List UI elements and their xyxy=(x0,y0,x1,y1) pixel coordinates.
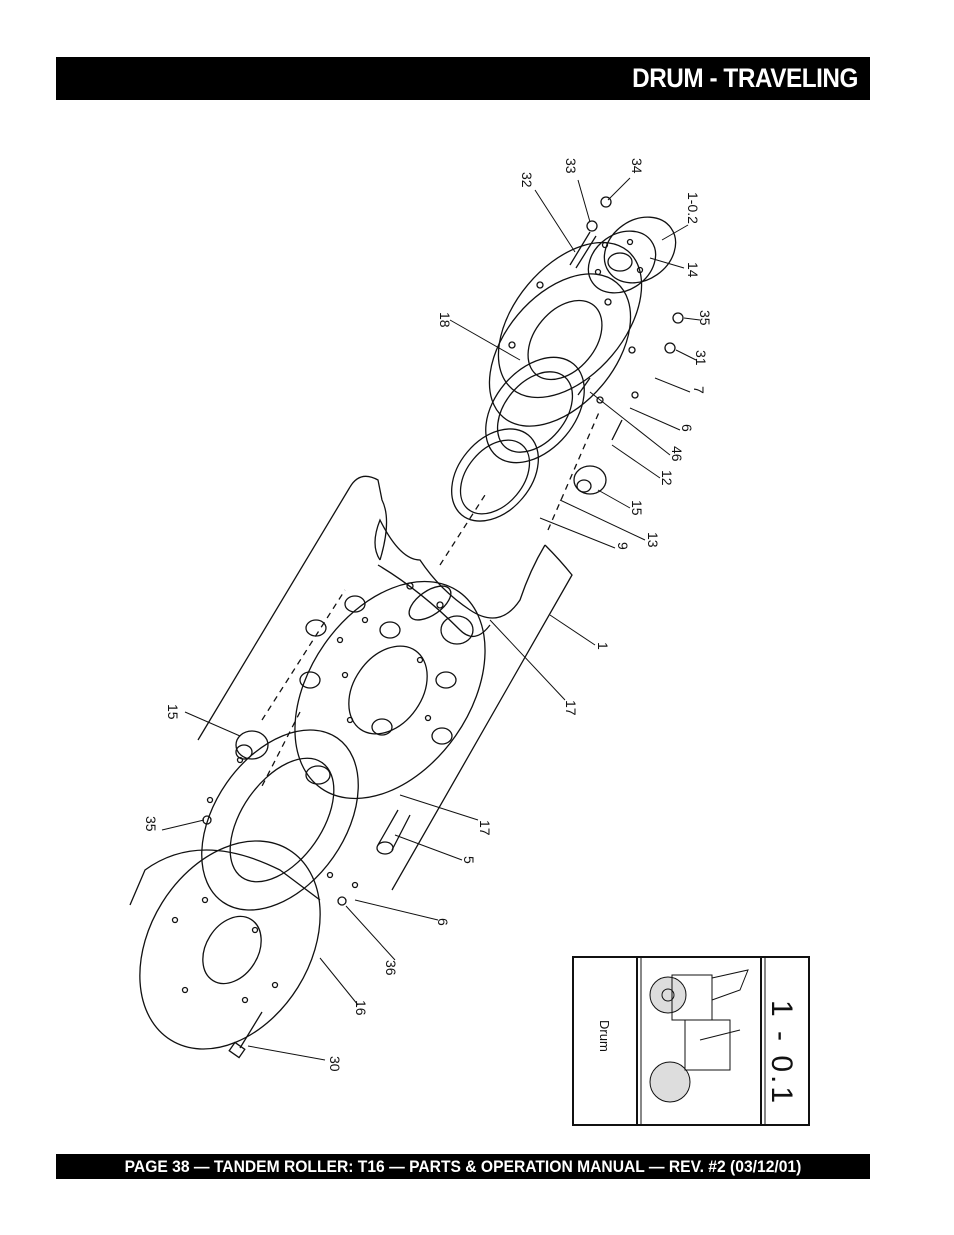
hub-plate-14 xyxy=(576,204,688,306)
spacer-15-upper xyxy=(574,466,606,494)
spacer-15-lower xyxy=(236,731,268,759)
callout-36: 36 xyxy=(383,960,399,976)
callout-14: 14 xyxy=(685,262,701,278)
callout-15-lower: 15 xyxy=(165,704,181,720)
callout-15-upper: 15 xyxy=(629,500,645,516)
callout-9: 9 xyxy=(615,542,631,550)
washer-33-nut-34 xyxy=(587,197,611,231)
leader-lines xyxy=(162,178,700,1060)
callout-17-upper: 17 xyxy=(563,700,579,716)
callout-33: 33 xyxy=(563,158,579,174)
inset-reference-box xyxy=(573,957,809,1125)
callout-30: 30 xyxy=(327,1056,343,1072)
page-title: DRUM - TRAVELING xyxy=(632,63,858,93)
callout-18: 18 xyxy=(437,312,453,328)
bolt-30 xyxy=(229,1012,262,1058)
hub-flange-7 xyxy=(461,216,670,453)
drum-end-plate xyxy=(256,546,525,834)
callout-1: 1 xyxy=(595,642,611,650)
callout-6-lower: 6 xyxy=(435,918,451,926)
sleeve-5 xyxy=(377,810,410,854)
callout-13: 13 xyxy=(645,532,661,548)
callout-46: 46 xyxy=(669,446,685,462)
nut-35-31-upper xyxy=(665,313,683,353)
callout-35-lower: 35 xyxy=(143,816,159,832)
inset-code: 1 - 0.1 xyxy=(765,1000,798,1107)
callout-12: 12 xyxy=(659,470,675,486)
callout-34: 34 xyxy=(629,158,645,174)
callout-labels xyxy=(143,158,713,1072)
callout-6-upper: 6 xyxy=(679,424,695,432)
callout-31: 31 xyxy=(693,350,709,366)
callout-17-lower: 17 xyxy=(477,820,493,836)
footer-bar xyxy=(56,1154,870,1179)
callout-16: 16 xyxy=(353,1000,369,1016)
footer-text: PAGE 38 — TANDEM ROLLER: T16 — PARTS & OPERATION MANUAL — REV. #2 (03/12/01) xyxy=(124,1157,802,1176)
bearing-ring-12 xyxy=(466,338,604,481)
callout-35-upper: 35 xyxy=(697,310,713,326)
callout-1-0-2: 1-0.2 xyxy=(685,192,701,224)
nut-35-36-lower xyxy=(203,816,346,905)
seal-ring-9 xyxy=(434,412,556,538)
callout-32: 32 xyxy=(519,172,535,188)
inset-drum-label: Drum xyxy=(597,1020,612,1052)
drum-shell xyxy=(198,476,572,890)
callout-7: 7 xyxy=(691,386,707,394)
callout-5: 5 xyxy=(461,856,477,864)
assembly-lines xyxy=(260,410,600,790)
